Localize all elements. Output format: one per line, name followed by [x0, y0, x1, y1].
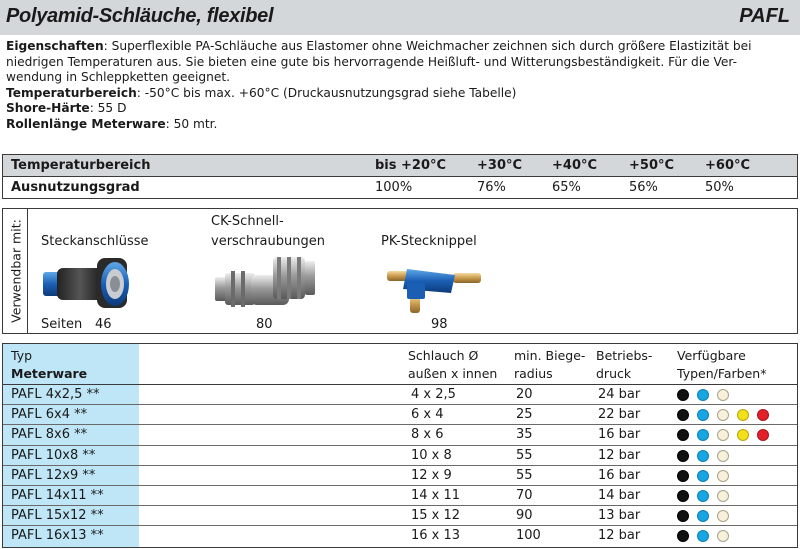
properties-line-3: wendung in Schleppketten geeignet. — [6, 70, 230, 85]
pk-nipple-image — [385, 255, 485, 315]
radius-cell: 55 — [516, 467, 533, 483]
temperature-table-header — [3, 155, 797, 177]
color-dot-blue — [697, 490, 709, 502]
size-cell: 10 x 8 — [411, 447, 452, 463]
temperature-col-60: +60°C — [705, 158, 751, 173]
properties-line-2: niedrigen Temperaturen aus. Sie bieten eine gute bis hervorragende Heißluft- und Witterungsbeständigkeit. Für die Ver- — [6, 54, 738, 69]
utilization-label: Ausnutzungsgrad — [11, 180, 140, 195]
size-cell: 15 x 12 — [411, 508, 461, 524]
shore-value: : 55 D — [89, 101, 127, 116]
shore-label: Shore-Härte — [6, 101, 90, 116]
size-cell: 16 x 13 — [411, 528, 461, 544]
size-cell: 14 x 11 — [411, 488, 461, 503]
pressure-cell: 12 bar — [598, 528, 641, 544]
table-row — [3, 446, 797, 466]
connector-push-in-label: Steckanschlüsse — [41, 234, 149, 249]
roll-length-label: Rollenlänge Meterware — [6, 116, 166, 131]
table-row — [3, 526, 797, 546]
properties-line-1 — [6, 39, 798, 55]
compatible-connectors — [2, 208, 798, 334]
header-farben-1: Verfügbare — [677, 348, 746, 363]
color-dot-black — [677, 470, 689, 482]
type-cell: PAFL 16x13 ** — [11, 528, 104, 544]
color-dot-natural — [717, 429, 729, 441]
color-dot-red — [757, 409, 769, 421]
header-schlauch-2: außen x innen — [408, 366, 498, 381]
title-bar — [0, 0, 800, 35]
type-cell: PAFL 6x4 ** — [11, 407, 88, 423]
color-dot-yellow — [737, 409, 749, 421]
description-block — [6, 39, 798, 133]
radius-cell: 90 — [516, 508, 533, 524]
type-cell: PAFL 4x2,5 ** — [11, 387, 100, 402]
pressure-cell: 13 bar — [598, 508, 641, 524]
color-dot-natural — [717, 409, 729, 421]
utilization-60: 50% — [705, 180, 734, 195]
pressure-cell: 12 bar — [598, 447, 641, 463]
color-dot-blue — [697, 429, 709, 441]
product-table — [2, 343, 798, 548]
table-row — [3, 425, 797, 445]
header-schlauch-1: Schlauch Ø — [408, 348, 479, 363]
size-cell: 6 x 4 — [411, 407, 444, 423]
table-row — [3, 486, 797, 506]
type-cell: PAFL 15x12 ** — [11, 508, 104, 524]
size-cell: 12 x 9 — [411, 467, 452, 483]
header-meterware: Meterware — [11, 366, 88, 381]
connector-ck-label-2: verschraubungen — [211, 234, 325, 249]
color-dot-black — [677, 389, 689, 401]
size-cell: 8 x 6 — [411, 427, 444, 443]
color-dot-black — [677, 450, 689, 462]
page-number-pk: 98 — [431, 317, 448, 332]
temperature-line — [6, 86, 798, 102]
utilization-row — [3, 177, 797, 198]
radius-cell: 35 — [516, 427, 533, 443]
pressure-cell: 14 bar — [598, 488, 641, 503]
type-cell: PAFL 10x8 ** — [11, 447, 96, 463]
temperature-value: : -50°C bis max. +60°C (Druckausnutzungsgrad siehe Tabelle) — [136, 85, 517, 100]
shore-line — [6, 101, 798, 117]
radius-cell: 20 — [516, 387, 533, 402]
temperature-header-label: Temperaturbereich — [11, 158, 151, 173]
page-number-push-in: 46 — [95, 317, 112, 332]
color-dot-black — [677, 429, 689, 441]
pressure-cell: 16 bar — [598, 427, 641, 443]
color-dot-yellow — [737, 429, 749, 441]
pages-label: Seiten — [41, 317, 83, 332]
utilization-50: 56% — [629, 180, 658, 195]
type-cell: PAFL 14x11 ** — [11, 488, 104, 503]
header-druck-1: Betriebs- — [596, 348, 653, 363]
pressure-cell: 16 bar — [598, 467, 641, 483]
temperature-label: Temperaturbereich — [6, 85, 137, 100]
color-dot-blue — [697, 470, 709, 482]
color-dot-black — [677, 510, 689, 522]
color-dot-blue — [697, 510, 709, 522]
color-dot-blue — [697, 389, 709, 401]
color-dot-blue — [697, 450, 709, 462]
product-code: PAFL — [739, 5, 790, 27]
type-cell: PAFL 12x9 ** — [11, 467, 96, 483]
color-dot-natural — [717, 450, 729, 462]
header-typ: Typ — [11, 348, 33, 363]
usable-with-label: Verwendbar mit: — [8, 219, 24, 323]
color-dot-red — [757, 429, 769, 441]
header-radius-1: min. Biege- — [514, 348, 586, 363]
roll-length-line — [6, 117, 798, 133]
radius-cell: 55 — [516, 447, 533, 463]
usable-with-label-box — [4, 209, 28, 333]
pressure-cell: 24 bar — [598, 387, 641, 402]
utilization-40: 65% — [552, 180, 581, 195]
utilization-20: 100% — [375, 180, 413, 195]
color-dot-blue — [697, 530, 709, 542]
size-cell: 4 x 2,5 — [411, 387, 456, 402]
radius-cell: 70 — [516, 488, 533, 503]
product-table-header — [3, 344, 797, 385]
utilization-30: 76% — [477, 180, 506, 195]
ck-compression-fitting-image — [211, 253, 321, 317]
color-dot-natural — [717, 510, 729, 522]
radius-cell: 100 — [516, 528, 541, 544]
page-title: Polyamid-Schläuche, flexibel — [6, 5, 274, 27]
connector-pk-label: PK-Stecknippel — [381, 234, 477, 249]
color-dot-black — [677, 490, 689, 502]
page-number-ck: 80 — [256, 317, 273, 332]
properties-label: Eigenschaften — [6, 39, 104, 53]
table-row — [3, 506, 797, 526]
connector-ck-label-1: CK-Schnell- — [211, 214, 284, 229]
table-row — [3, 405, 797, 425]
color-dot-natural — [717, 470, 729, 482]
color-dot-black — [677, 409, 689, 421]
temperature-col-40: +40°C — [552, 158, 598, 173]
color-dot-blue — [697, 409, 709, 421]
temperature-col-30: +30°C — [477, 158, 523, 173]
type-cell: PAFL 8x6 ** — [11, 427, 88, 443]
header-radius-2: radius — [514, 366, 553, 381]
table-row — [3, 385, 797, 405]
temperature-col-20: bis +20°C — [375, 158, 447, 173]
properties-text-1: : Superflexible PA-Schläuche aus Elastomer ohne Weichmacher zeichnen sich durch größere Elastizität bei — [103, 39, 752, 53]
temperature-table — [2, 154, 798, 199]
color-dot-black — [677, 530, 689, 542]
color-dot-natural — [717, 490, 729, 502]
radius-cell: 25 — [516, 407, 533, 423]
temperature-col-50: +50°C — [629, 158, 675, 173]
header-druck-2: druck — [596, 366, 632, 381]
table-row — [3, 466, 797, 486]
header-farben-2: Typen/Farben* — [677, 366, 767, 381]
roll-length-value: : 50 mtr. — [165, 116, 218, 131]
color-dot-natural — [717, 389, 729, 401]
push-in-fitting-image — [39, 254, 149, 316]
color-dot-natural — [717, 530, 729, 542]
pressure-cell: 22 bar — [598, 407, 641, 423]
